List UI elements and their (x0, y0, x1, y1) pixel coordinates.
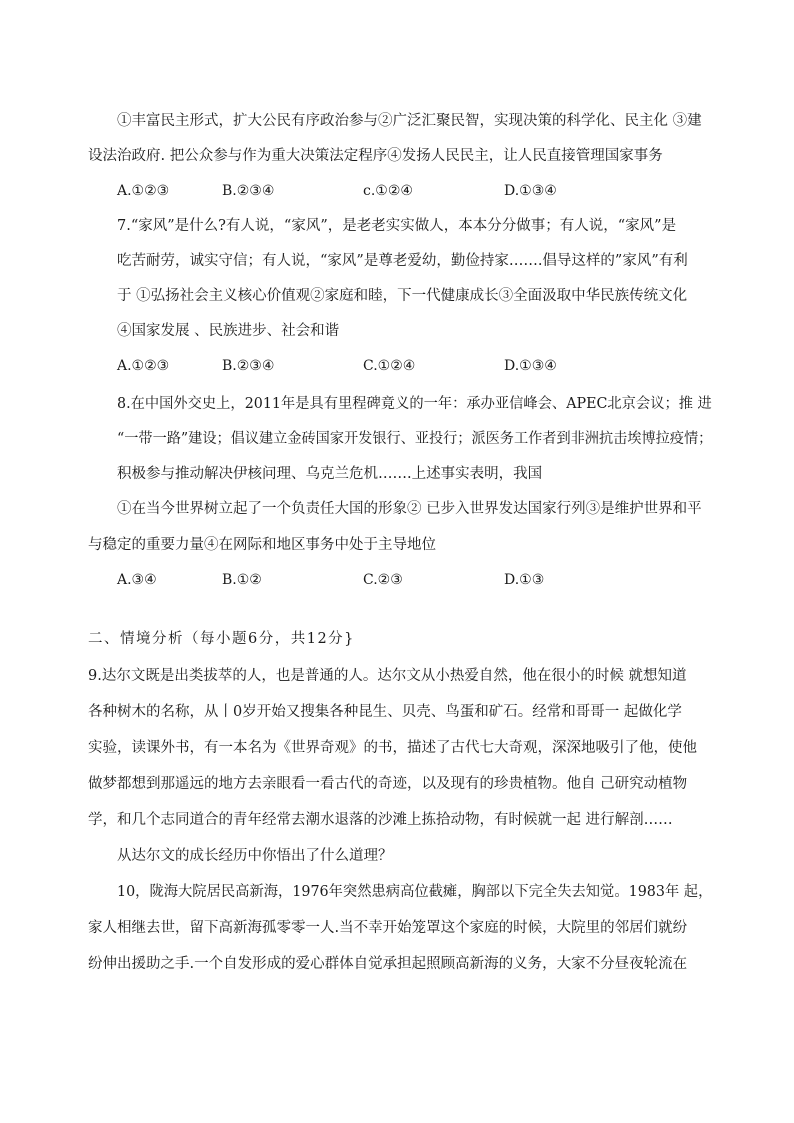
q8-option-c: C.②③ (363, 572, 403, 588)
q9-line-1: 9.达尔文既是出类拔萃的人，也是普通的人。达尔文从小热爱自然，他在很小的时候 就想知道 (88, 668, 687, 684)
q6-statement-line-2: 设法治政府. 把公众参与作为重大决策法定程序④发扬人民民主，让人民直接管理国家事务 (88, 148, 663, 164)
q6-option-b: B.②③④ (222, 183, 275, 199)
q9-line-5: 学，和几个志同道合的青年经常去潮水退落的沙滩上拣拾动物，有时候就一起 进行解剖…… (88, 812, 673, 828)
q10-line-1: 10，陇海大院居民高新海，1976年突然患病高位截瘫，胸部以下完全失去知觉。1983年 起， (117, 884, 713, 900)
q9-question: 从达尔文的成长经历中你悟出了什么道理？ (117, 848, 393, 864)
q7-option-d: D.①③④ (504, 358, 557, 374)
q7-line-2: 吃苦耐劳，诚实守信；有人说，“家风”是尊老爱幼，勤俭持家…….倡导这样的”家风”有利 (117, 253, 688, 269)
q8-line-3: 积极参与推动解决伊核问理、乌克兰危机…….上述事实表明，我国 (117, 466, 543, 482)
q8-line-2: “一带一路”建设；倡议建立金砖国家开发银行、亚投行；派医务工作者到非洲抗击埃博拉疫情； (117, 431, 713, 447)
section-heading: 二、情境分析（每小题6分，共12分} (88, 631, 355, 647)
q7-option-c: C.①②④ (363, 358, 416, 374)
q8-statement-line-2: 与稳定的重要力量④在网际和地区事务中处于主导地位 (88, 537, 436, 553)
q10-line-3: 纷伸出援助之手.一个自发形成的爱心群体自觉承担起照顾高新海的义务，大家不分昼夜轮流在 (88, 956, 688, 972)
q6-option-d: D.①③④ (504, 183, 557, 199)
q6-option-a: A.①②③ (117, 183, 170, 199)
q8-line-1: 8.在中国外交史上，2011年是具有里程碑竟义的一年：承办亚信峰会、APEC北京会议；推 进 (117, 396, 712, 412)
q7-option-b: B.②③④ (222, 358, 275, 374)
q8-option-d: D.①③ (504, 572, 545, 588)
q7-line-4: ④国家发展 、民族进步、社会和谐 (117, 323, 340, 339)
q9-line-4: 做梦都想到那遥远的地方去亲眼看一看古代的奇迹，以及现有的珍贵植物。他自 己研究动植物 (88, 776, 688, 792)
q7-line-1: 7.“家风”是什么?有人说，“家风”，是老老实实做人，本本分分做事；有人说，“家风”是 (117, 218, 677, 234)
q10-line-2: 家人相继去世，留下高新海孤零零一人.当不幸开始笼罩这个家庭的时候，大院里的邻居们就纷 (88, 920, 688, 936)
q7-option-a: A.①②③ (117, 358, 170, 374)
q9-line-2: 各种树木的名称，从丨0岁开始又搜集各种昆生、贝壳、鸟蛋和矿石。经常和哥哥一 起做化学 (88, 704, 682, 720)
q8-option-b: B.①② (222, 572, 262, 588)
q9-line-3: 实验，读课外书，有一本名为《世界奇观》的书，描述了古代七大奇观，深深地吸引了他，使他 (88, 740, 697, 756)
q8-statement-line-1: ①在当今世界树立起了一个负责任大国的形象② 已步入世界发达国家行列③是维护世界和平 (117, 501, 702, 517)
q6-statement-line-1: ①丰富民主形式，扩大公民有序政治参与②广泛汇聚民智，实现决策的科学化、民主化 ③建 (117, 113, 702, 129)
q7-line-3: 于 ①弘扬社会主义核心价值观②家庭和睦，下一代健康成长③全面汲取中华民族传统文化 (117, 288, 688, 304)
q8-option-a: A.③④ (117, 572, 157, 588)
q6-option-c: c.①②④ (363, 183, 413, 199)
